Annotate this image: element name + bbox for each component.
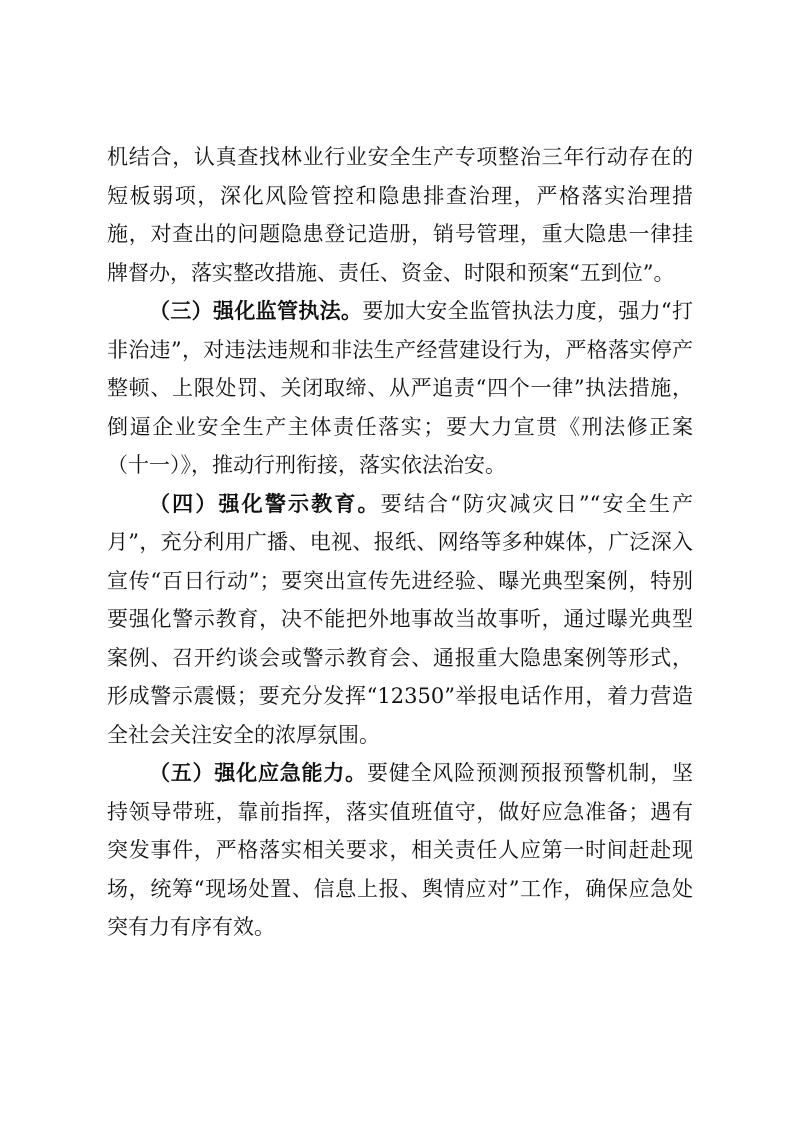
paragraph-section-3 [107,292,693,485]
paragraph-text: 要加大安全监管执法力度，强力“打非治违”，对违法违规和非法生产经营建设行为，严格落实停产整顿、上限处罚、关闭取缔、从严追责“四个一律”执法措施，倒逼企业安全生产主体责任落实；要大力宣贯《刑法修正案（十一）》，推动行刑衔接，落实依法治安。 [107,299,693,477]
paragraph-text: 要健全风险预测预报预警机制，坚持领导带班，靠前指挥，落实值班值守，做好应急准备；遇有突发事件，严格落实相关要求，相关责任人应第一时间赶赴现场，统筹“现场处置、信息上报、舆情应对”工作，确保应急处突有力有序有效。 [107,761,694,939]
paragraph-text: 机结合，认真查找林业行业安全生产专项整治三年行动存在的短板弱项，深化风险管控和隐患排查治理，严格落实治理措施，对查出的问题隐患登记造册，销号管理，重大隐患一律挂牌督办，落实整改措施、责任、资金、时限和预案“五到位”。 [107,145,693,285]
paragraph-section-4 [107,485,693,755]
section-heading: （四）强化警示教育。 [149,490,381,516]
section-heading: （五）强化应急能力。 [149,760,367,785]
section-heading: （三）强化监管执法。 [149,298,363,323]
paragraph-continuation [107,138,693,292]
paragraph-text: 要结合“防灾减灾日”“安全生产月”，充分利用广播、电视、报纸、网络等多种媒体，广泛深入宣传“百日行动”；要突出宣传先进经验、曝光典型案例，特别要强化警示教育，决不能把外地事故当故事听，通过曝光典型案例、召开约谈会或警示教育会、通报重大隐患案例等形式，形成警示震慑；要充分发挥“12350”举报电话作用，着力营造全社会关注安全的浓厚氛围。 [107,491,693,747]
document-body [107,138,693,947]
paragraph-section-5 [107,754,693,947]
